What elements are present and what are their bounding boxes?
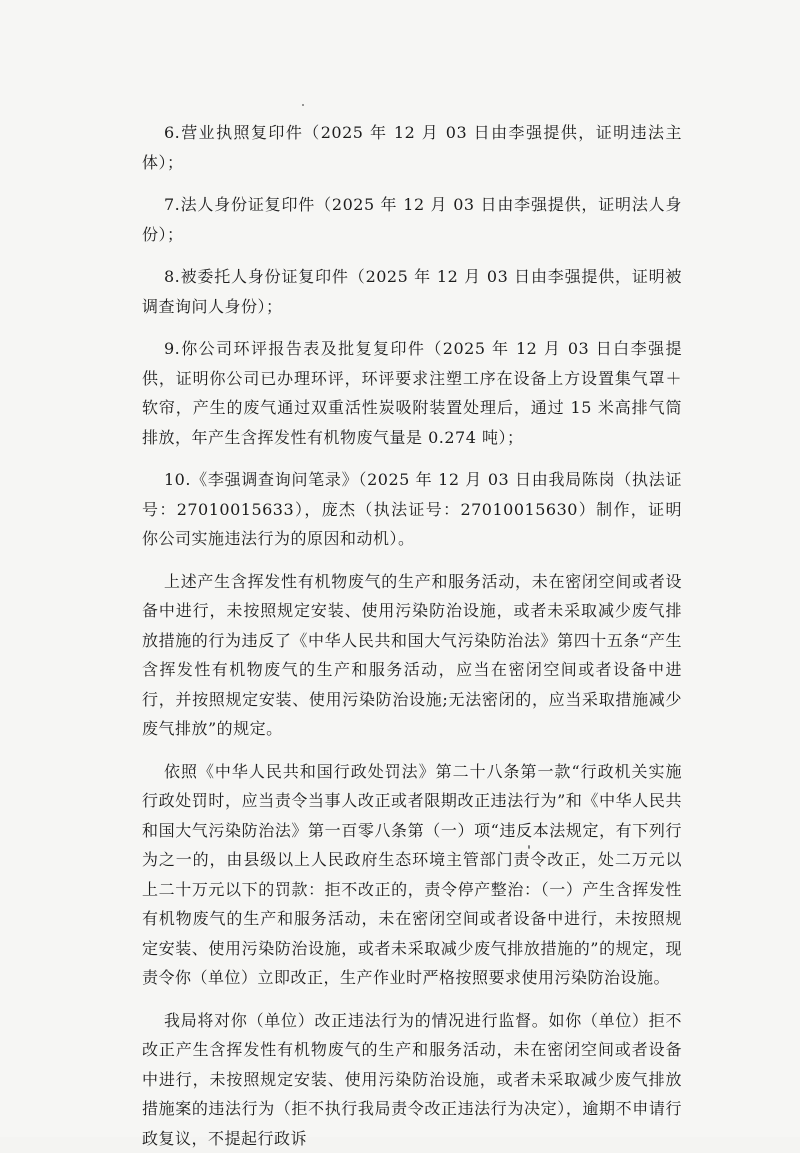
evidence-item-10: 10.《李强调查询问笔录》（2025 年 12 月 03 日由我局陈岗（执法证号：27010015633），庞杰（执法证号：27010015630）制作，证明你公司实施违法行为的原因和动机）。 [142,465,682,554]
legal-basis-paragraph: 依照《中华人民共和国行政处罚法》第二十八条第一款“行政机关实施行政处罚时，应当责令当事人改正或者限期改正违法行为”和《中华人民共和国大气污染防治法》第一百零八条第（一）项“违反本法规定，有下列行为之一的，由县级以上人民政府生态环境主管部门责令改正，处二万元以上二十万元以下的罚款：拒不改正的，责令停产整治：（一）产生含挥发性有机物废气的生产和服务活动，未在密闭空间或者设备中进行，未按照规定安装、使用污染防治设施，或者未采取减少废气排放措施的”的规定，现责令你（单位）立即改正，生产作业时严格按照要求使用污染防治设施。 [142,757,682,993]
evidence-item-9: 9.你公司环评报告表及批复复印件（2025 年 12 月 03 日白李强提供，证明你公司已办理环评，环评要求注塑工序在设备上方设置集气罩＋软帘，产生的废气通过双重活性炭吸附装置处理后，通过 15 米高排气筒排放，年产生含挥发性有机物废气量是 0.274 吨）； [142,334,682,452]
scan-speck [302,104,304,106]
violation-paragraph: 上述产生含挥发性有机物废气的生产和服务活动，未在密闭空间或者设备中进行，未按照规定安装、使用污染防治设施，或者未采取减少废气排放措施的行为违反了《中华人民共和国大气污染防治法》第四十五条“产生含挥发性有机物废气的生产和服务活动，应当在密闭空间或者设备中进行，并按照规定安装、使用污染防治设施;无法密闭的，应当采取措施减少废气排放”的规定。 [142,567,682,744]
evidence-item-6: 6.营业执照复印件（2025 年 12 月 03 日由李强提供，证明违法主体）； [142,118,682,177]
evidence-item-7: 7.法人身份证复印件（2025 年 12 月 03 日由李强提供，证明法人身份）； [142,190,682,249]
evidence-item-8: 8.被委托人身份证复印件（2025 年 12 月 03 日由李强提供，证明被调查询问人身份）； [142,262,682,321]
document-body [142,118,682,1153]
supervision-paragraph: 我局将对你（单位）改正违法行为的情况进行监督。如你（单位）拒不改正产生含挥发性有机物废气的生产和服务活动，未在密闭空间或者设备中进行，未按照规定安装、使用污染防治设施，或者未采取减少废气排放措施案的违法行为（拒不执行我局责令改正违法行为决定），逾期不申请行政复议，不提起行政诉 [142,1006,682,1153]
